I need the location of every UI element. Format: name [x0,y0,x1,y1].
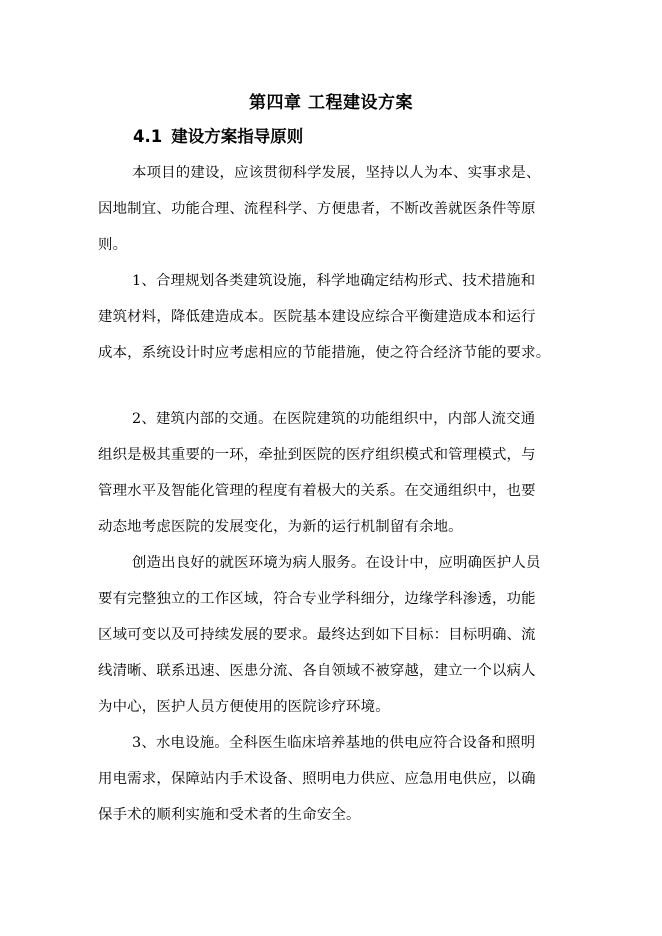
paragraph-line: 动态地考虑医院的发展变化，为新的运行机制留有余地。 [98,519,463,535]
paragraph-line: 创造出良好的就医环境为病人服务。在设计中，应明确医护人员 [132,555,541,571]
paragraph-line: 线清晰、联系迅速、医患分流、各自领域不被穿越，建立一个以病人 [98,663,536,679]
paragraph-line: 组织是极其重要的一环，牵扯到医院的医疗组织模式和管理模式，与 [98,447,536,463]
paragraph-line: 区域可变以及可持续发展的要求。最终达到如下目标：目标明确、流 [98,627,536,643]
paragraph-line: 成本，系统设计时应考虑相应的节能措施，使之符合经济节能的要求。 [98,345,551,361]
paragraph-line: 保手术的顺利实施和受术者的生命安全。 [98,807,361,823]
section-number: 4.1 [133,127,163,146]
paragraph-line: 为中心，医护人员方便使用的医院诊疗环境。 [98,699,390,715]
paragraph-line: 要有完整独立的工作区域，符合专业学科细分，边缘学科渗透，功能 [98,591,536,607]
paragraph-line: 3、水电设施。全科医生临床培养基地的供电应符合设备和照明 [132,735,536,751]
paragraph-line: 2、建筑内部的交通。在医院建筑的功能组织中，内部人流交通 [132,411,536,427]
section-heading [133,126,303,148]
paragraph-line: 本项目的建设，应该贯彻科学发展，坚持以人为本、实事求是、 [132,165,541,181]
paragraph-line: 1、合理规划各类建筑设施，科学地确定结构形式、技术措施和 [132,273,536,289]
paragraph-line: 管理水平及智能化管理的程度有着极大的关系。在交通组织中，也要 [98,483,536,499]
paragraph-line: 因地制宜、功能合理、流程科学、方便患者，不断改善就医条件等原 [98,201,536,217]
paragraph-line: 用电需求，保障站内手术设备、照明电力供应、应急用电供应，以确 [98,771,536,787]
paragraph-line: 建筑材料，降低建造成本。医院基本建设应综合平衡建造成本和运行 [98,309,536,325]
chapter-title: 第四章 工程建设方案 [249,93,413,113]
section-title: 建设方案指导原则 [171,127,304,146]
paragraph-line: 则。 [98,237,128,253]
